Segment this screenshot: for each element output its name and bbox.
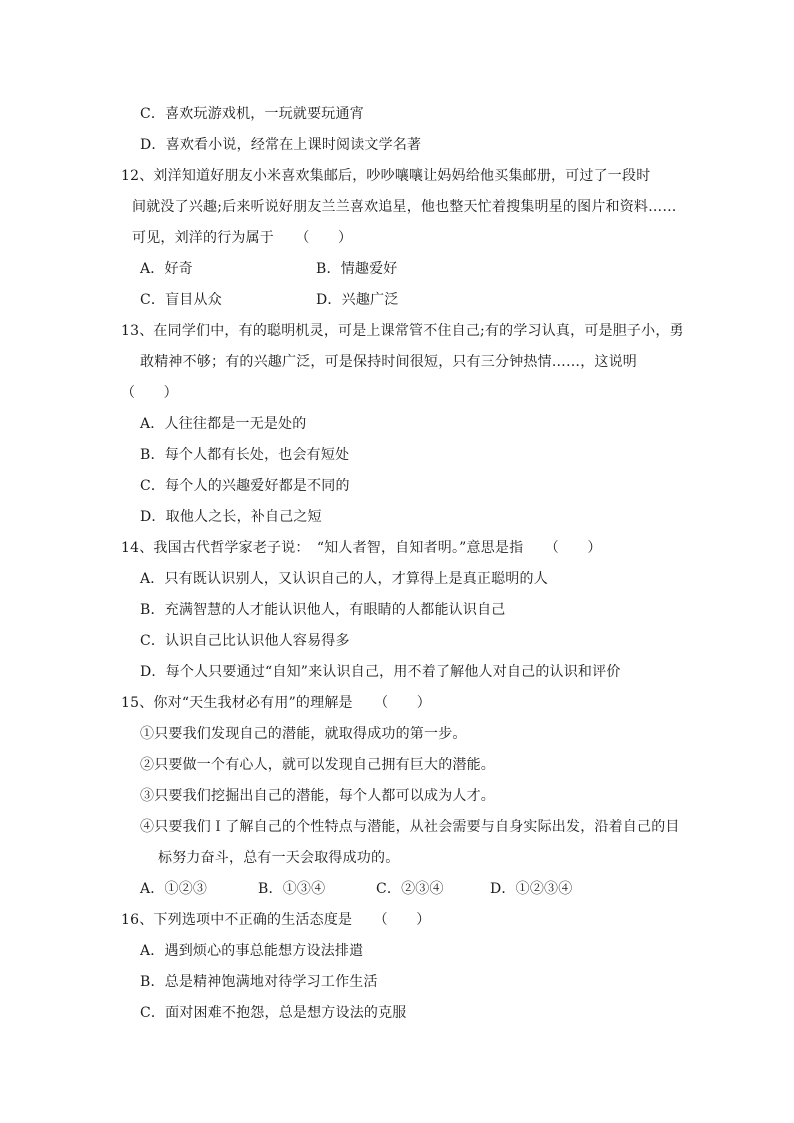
q15-statement-4-line1: ④只要我们Ｉ了解自己的个性特点与潜能，从社会需要与自身实际出发，沿着自己的目: [140, 819, 680, 835]
q15-option-d: D．①②③④: [490, 881, 573, 897]
q13-stem-line1: 13、在同学们中，有的聪明机灵，可是上课常管不住自己;有的学习认真，可是胆子小，勇: [121, 323, 684, 339]
q12-option-a: A．好奇: [140, 261, 193, 277]
q15-statement-4-line2: 标努力奋斗，总有一天会取得成功的。: [158, 850, 400, 866]
q13-option-c: C．每个人的兴趣爱好都是不同的: [140, 478, 350, 494]
q13-answer-blank: （ ）: [121, 385, 178, 401]
q13-option-b: B．每个人都有长处，也会有短处: [140, 447, 350, 463]
q14-option-c: C．认识自己比认识他人容易得多: [140, 633, 350, 649]
q15-statement-1: ①只要我们发现自己的潜能，就取得成功的第一步。: [140, 726, 467, 742]
q13-stem-line2: 敢精神不够；有的兴趣广泛，可是保持时间很短，只有三分钟热情……，这说明: [140, 354, 637, 370]
q14-option-d: D．每个人只要通过“自知”来认识自己，用不着了解他人对自己的认识和评价: [140, 664, 621, 680]
q16-option-a: A．遇到烦心的事总能想方设法排遣: [140, 943, 364, 959]
q14-stem: 14、我国古代哲学家老子说： “知人者智，自知者明。”意思是指 （ ）: [121, 540, 602, 556]
q15-statement-2: ②只要做一个有心人，就可以发现自己拥有巨大的潜能。: [140, 757, 495, 773]
q16-stem: 16、下列选项中不正确的生活态度是 （ ）: [121, 912, 431, 928]
q14-option-b: B．充满智慧的人才能认识他人，有眼睛的人都能认识自己: [140, 602, 506, 618]
q12-stem-line2: 间就没了兴趣;后来听说好朋友兰兰喜欢追星，他也整天忙着搜集明星的图片和资料……: [132, 199, 677, 215]
q15-option-b: B．①③④: [258, 881, 326, 897]
q13-option-a: A．人往往都是一无是处的: [140, 416, 307, 432]
q11-option-c: C．喜欢玩游戏机，一玩就要玩通宵: [140, 106, 364, 122]
q16-option-c: C．面对困难不抱怨，总是想方设法的克服: [140, 1005, 407, 1021]
q12-option-c: C．盲目从众: [140, 292, 222, 308]
q15-statement-3: ③只要我们挖掘出自己的潜能，每个人都可以成为人才。: [140, 788, 495, 804]
q15-option-c: C．②③④: [376, 881, 444, 897]
q12-stem-line3: 可见，刘洋的行为属于 （ ）: [132, 230, 353, 246]
q11-option-d: D．喜欢看小说，经常在上课时阅读文学名著: [140, 137, 422, 153]
q12-option-b: B．情趣爱好: [316, 261, 398, 277]
q14-option-a: A．只有既认识别人，又认识自己的人，才算得上是真正聪明的人: [140, 571, 548, 587]
q15-option-a: A．①②③: [140, 881, 208, 897]
q12-option-d: D．兴趣广泛: [316, 292, 399, 308]
q13-option-d: D．取他人之长，补自己之短: [140, 509, 322, 525]
q16-option-b: B．总是精神饱满地对待学习工作生活: [140, 974, 378, 990]
q12-stem-line1: 12、刘洋知道好朋友小米喜欢集邮后，吵吵嚷嚷让妈妈给他买集邮册，可过了一段时: [121, 168, 651, 184]
q15-stem: 15、你对“天生我材必有用”的理解是 （ ）: [121, 695, 431, 711]
